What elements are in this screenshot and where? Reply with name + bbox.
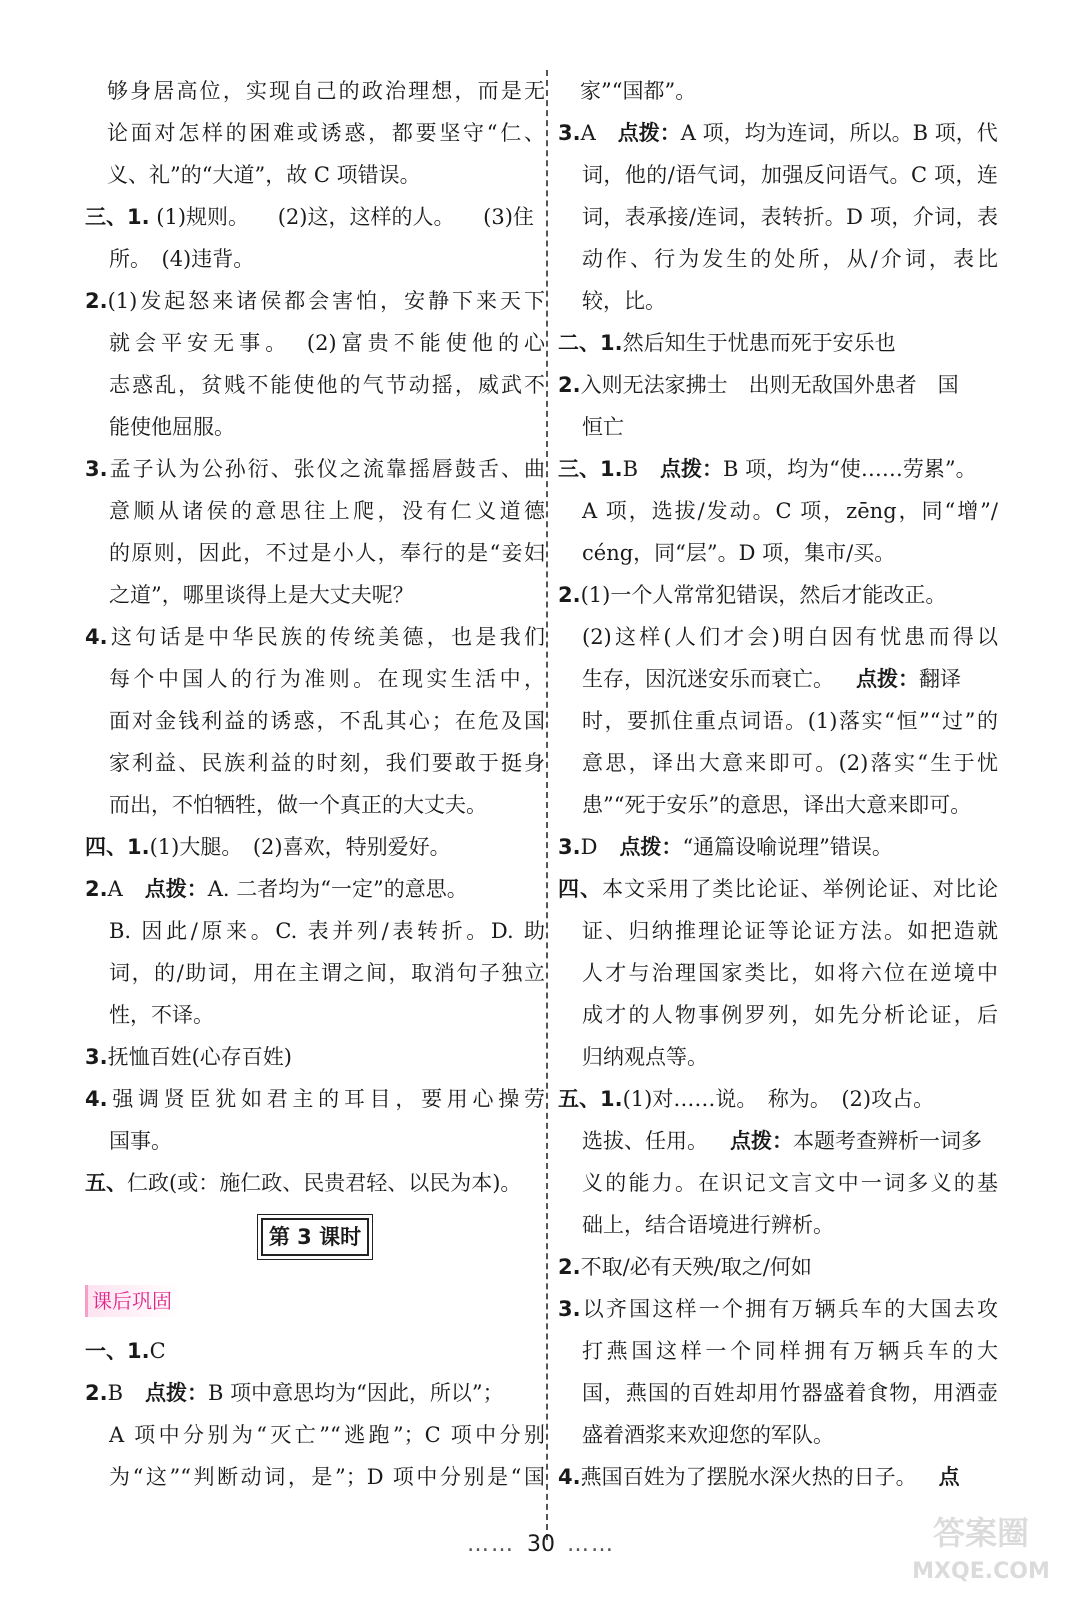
answer-text: (3)住 bbox=[483, 205, 534, 229]
footer-dots: …… bbox=[567, 1532, 615, 1557]
answer-text: 抚恤百姓(心存百姓) bbox=[107, 1045, 292, 1069]
item-number: 3. bbox=[558, 835, 581, 859]
item-number: 1. bbox=[127, 1339, 150, 1363]
answer-choice: A bbox=[107, 877, 123, 901]
text-line: 所。 (4)违背。 bbox=[109, 247, 255, 271]
text-line: 打燕国这样一个同样拥有万辆兵车的大 bbox=[582, 1339, 998, 1363]
question-r-2-1 bbox=[558, 322, 998, 364]
text-line: 国事。 bbox=[109, 1129, 172, 1153]
question-4-2 bbox=[85, 868, 545, 910]
question-4-1 bbox=[85, 826, 545, 868]
text-line: B. 因此/原来。C. 表并列/表转折。D. 助 bbox=[109, 919, 545, 943]
item-number: 2. bbox=[558, 583, 581, 607]
section-number: 四、 bbox=[85, 835, 127, 859]
answer-text: B 项，均为“使……劳累”。 bbox=[723, 457, 977, 481]
answer-text: 这句话是中华民族的传统美德，也是我们 bbox=[107, 625, 545, 649]
answer-text: 不取/必有天殃/取之/何如 bbox=[580, 1255, 812, 1279]
hint-label: 点拨： bbox=[144, 877, 208, 901]
item-number: 2. bbox=[85, 877, 108, 901]
text-line: 意思，译出大意来即可。(2)落实“生于忧 bbox=[582, 751, 998, 775]
answer-text: (1)规则。 bbox=[156, 205, 250, 229]
answer-choice: D bbox=[580, 835, 598, 859]
item-number: 4. bbox=[558, 1465, 581, 1489]
answer-text: 孟子认为公孙衍、张仪之流靠摇唇鼓舌、曲 bbox=[107, 457, 545, 481]
hint-label: 点拨： bbox=[619, 835, 683, 859]
question-3-4 bbox=[85, 616, 545, 658]
text-line: A 项中分别为“灭亡”“逃跑”；C 项中分别 bbox=[109, 1423, 545, 1447]
text-line: 意顺从诸侯的意思往上爬，没有仁义道德 bbox=[109, 499, 545, 523]
answer-text: 本文采用了类比论证、举例论证、对比论 bbox=[602, 877, 998, 901]
question-r-4 bbox=[558, 868, 998, 910]
hint-label: 点 bbox=[938, 1465, 960, 1489]
right-column bbox=[558, 70, 998, 1498]
practice-tag bbox=[85, 1280, 545, 1330]
question-r-5-4 bbox=[558, 1456, 998, 1498]
answer-text: A. 二者均为“一定”的意思。 bbox=[207, 877, 468, 901]
lesson-title: 第 3 课时 bbox=[261, 1218, 369, 1256]
answer-text: 生存，因沉迷安乐而衰亡。 bbox=[582, 667, 834, 691]
question-5 bbox=[85, 1162, 545, 1204]
answer-text: 仁政(或：施仁政、民贵君轻、以民为本)。 bbox=[127, 1171, 522, 1195]
answer-text: 燕国百姓为了摆脱水深火热的日子。 bbox=[580, 1465, 917, 1489]
answer-choice: B bbox=[622, 457, 639, 481]
text-line: 盛着酒浆来欢迎您的军队。 bbox=[582, 1423, 834, 1447]
answer-text: (1)大腿。 (2)喜欢，特别爱好。 bbox=[149, 835, 451, 859]
section-number: 五、 bbox=[85, 1171, 127, 1195]
text-line: 较，比。 bbox=[582, 289, 666, 313]
question-3-3 bbox=[85, 448, 545, 490]
text-line: 证、归纳推理论证等论证方法。如把造就 bbox=[582, 919, 998, 943]
text-line: 之道”，哪里谈得上是大丈夫呢？ bbox=[109, 583, 414, 607]
footer-dots: …… bbox=[467, 1532, 515, 1557]
text-line: 人才与治理国家类比，如将六位在逆境中 bbox=[582, 961, 998, 985]
section-number: 三、 bbox=[85, 205, 127, 229]
text-line: 归纳观点等。 bbox=[582, 1045, 708, 1069]
question-1-1 bbox=[85, 1330, 545, 1372]
item-number: 2. bbox=[85, 1381, 108, 1405]
text-line: 家利益、民族利益的时刻，我们要敢于挺身 bbox=[109, 751, 545, 775]
text-line: 每个中国人的行为准则。在现实生活中， bbox=[109, 667, 545, 691]
text-line: 面对金钱利益的诱惑，不乱其心；在危及国 bbox=[109, 709, 545, 733]
question-1-2 bbox=[85, 1372, 545, 1414]
text-line: 恒亡 bbox=[582, 415, 624, 439]
section-number: 五、 bbox=[558, 1087, 600, 1111]
text-line: (2)这样(人们才会)明白因有忧患而得以 bbox=[582, 625, 998, 649]
text-line: 成才的人物事例罗列，如先分析论证，后 bbox=[582, 1003, 998, 1027]
text-line: 国，燕国的百姓却用竹器盛着食物，用酒壶 bbox=[582, 1381, 998, 1405]
answer-text: (1)发起怒来诸侯都会害怕，安静下来天下 bbox=[107, 289, 545, 313]
answer-text: 入则无法家拂士 出则无敌国外患者 国 bbox=[580, 373, 959, 397]
question-3-1 bbox=[85, 196, 545, 238]
item-number: 4. bbox=[85, 1087, 108, 1111]
item-number: 3. bbox=[85, 457, 108, 481]
text-line: 家”“国都”。 bbox=[580, 79, 697, 103]
item-number: 1. bbox=[127, 835, 150, 859]
text-line: 就会平安无事。 (2)富贵不能使他的心 bbox=[109, 331, 545, 355]
item-number: 1. bbox=[127, 205, 150, 229]
column-divider bbox=[546, 70, 548, 1540]
answer-text: (1)对……说。 称为。 (2)攻占。 bbox=[622, 1087, 935, 1111]
text-line: 志惑乱，贫贱不能使他的气节动摇，威武不 bbox=[109, 373, 545, 397]
item-number: 1. bbox=[600, 1087, 623, 1111]
text-line: 论面对怎样的困难或诱惑，都要坚守“仁、 bbox=[107, 121, 545, 145]
text-line: 够身居高位，实现自己的政治理想，而是无 bbox=[107, 79, 545, 103]
item-number: 2. bbox=[558, 373, 581, 397]
text-line: 患”“死于安乐”的意思，译出大意来即可。 bbox=[582, 793, 972, 817]
text-line: céng，同“层”。D 项，集市/买。 bbox=[582, 541, 896, 565]
hint-label: 点拨： bbox=[730, 1129, 793, 1153]
hint-label: 点拨： bbox=[145, 1381, 209, 1405]
text-line: 词，的/助词，用在主谓之间，取消句子独立 bbox=[109, 961, 545, 985]
answer-text: A 项，均为连词，所以。B 项，代 bbox=[680, 121, 998, 145]
watermark-text-bottom: MXQE.COM bbox=[912, 1559, 1050, 1584]
text-line-with-hint bbox=[558, 1120, 998, 1162]
question-r-2-2 bbox=[558, 364, 998, 406]
left-column bbox=[85, 70, 545, 1498]
question-r-5-3 bbox=[558, 1288, 998, 1330]
question-r-5-1 bbox=[558, 1078, 998, 1120]
text-line: 的原则，因此，不过是小人，奉行的是“妾妇 bbox=[109, 541, 545, 565]
text-line: 时，要抓住重点词语。(1)落实“恒”“过”的 bbox=[582, 709, 998, 733]
answer-text: (2)这，这样的人。 bbox=[277, 205, 455, 229]
item-number: 3. bbox=[85, 1045, 108, 1069]
item-number: 1. bbox=[600, 457, 623, 481]
text-line: A 项，选拔/发动。C 项，zēng，同“增”/ bbox=[582, 499, 998, 523]
hint-label: 点拨： bbox=[660, 457, 724, 481]
item-number: 1. bbox=[600, 331, 623, 355]
item-number: 2. bbox=[558, 1255, 581, 1279]
question-r-3-1 bbox=[558, 448, 998, 490]
answer-text: 以齐国这样一个拥有万辆兵车的大国去攻 bbox=[580, 1297, 998, 1321]
answer-choice: B bbox=[107, 1381, 124, 1405]
section-number: 一、 bbox=[85, 1339, 127, 1363]
item-number: 3. bbox=[558, 1297, 581, 1321]
answer-text: (1)一个人常常犯错误，然后才能改正。 bbox=[580, 583, 947, 607]
item-number: 4. bbox=[85, 625, 108, 649]
text-line: 义的能力。在识记文言文中一词多义的基 bbox=[582, 1171, 998, 1195]
answer-text: 强调贤臣犹如君主的耳目，要用心操劳 bbox=[107, 1087, 545, 1111]
section-number: 三、 bbox=[558, 457, 600, 481]
text-line: 词，他的/语气词，加强反问语气。C 项，连 bbox=[582, 163, 998, 187]
watermark-logo bbox=[906, 1508, 1056, 1588]
text-line: 础上，结合语境进行辨析。 bbox=[582, 1213, 834, 1237]
text-line: 词，表承接/连词，表转折。D 项，介词，表 bbox=[582, 205, 998, 229]
text-line: 而出，不怕牺牲，做一个真正的大丈夫。 bbox=[109, 793, 487, 817]
question-r-3-3 bbox=[558, 826, 998, 868]
text-line: 能使他屈服。 bbox=[109, 415, 235, 439]
watermark-text-top: 答案圈 bbox=[932, 1514, 1030, 1552]
lesson-title-box bbox=[85, 1216, 545, 1262]
question-r-3 bbox=[558, 112, 998, 154]
answer-text: 本题考查辨析一词多 bbox=[793, 1129, 982, 1153]
question-4-3 bbox=[85, 1036, 545, 1078]
answer-text: “通篇设喻说理”错误。 bbox=[682, 835, 893, 859]
text-line-with-hint bbox=[558, 658, 998, 700]
page-number: 30 bbox=[527, 1532, 555, 1557]
hint-label: 点拨： bbox=[856, 667, 919, 691]
text-line: 义、礼”的“大道”，故 C 项错误。 bbox=[107, 163, 421, 187]
question-3-2 bbox=[85, 280, 545, 322]
answer-text: B 项中意思均为“因此，所以”； bbox=[208, 1381, 504, 1405]
text-line: 为“这”“判断动词，是”；D 项中分别是“国 bbox=[109, 1465, 545, 1489]
answer-choice: A bbox=[580, 121, 596, 145]
question-4-4 bbox=[85, 1078, 545, 1120]
practice-tag-label: 课后巩固 bbox=[85, 1285, 180, 1317]
question-r-5-2 bbox=[558, 1246, 998, 1288]
answer-text: 选拔、任用。 bbox=[582, 1129, 708, 1153]
item-number: 3. bbox=[558, 121, 581, 145]
question-r-3-2 bbox=[558, 574, 998, 616]
answer-choice: C bbox=[149, 1339, 166, 1363]
section-number: 二、 bbox=[558, 331, 600, 355]
section-number: 四、 bbox=[558, 877, 603, 901]
answer-text: 然后知生于忧患而死于安乐也 bbox=[622, 331, 896, 355]
answer-text: 翻译 bbox=[919, 667, 961, 691]
hint-label: 点拨： bbox=[617, 121, 681, 145]
text-line: 性，不译。 bbox=[109, 1003, 214, 1027]
text-line: 动作、行为发生的处所，从/介词，表比 bbox=[582, 247, 998, 271]
item-number: 2. bbox=[85, 289, 108, 313]
